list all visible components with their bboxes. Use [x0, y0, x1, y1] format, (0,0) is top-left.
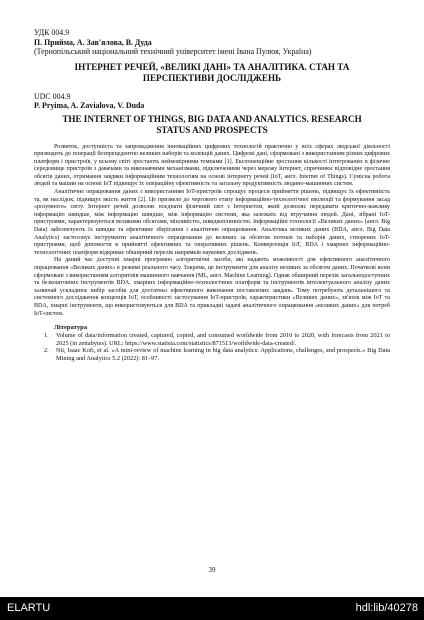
page-content	[34, 28, 390, 363]
title-en-line-2: STATUS AND PROSPECTS	[156, 124, 268, 135]
paragraph-1: Розвиток, доступність та запровадження інноваційних цифрових технологій практично у всіх сферах людської діяльності призводить до генерації безпрецедентно великих наборів та колекцій даних. Цифрові дані, сформовані з використанням різних цифрових платформ і пристроїв, у всьому світі зростають неймовірними темпами [1]. Експоненційне зростання кількості інтегрованих в фізичне середовище пристроїв з давачами та виконавчими механізмами, підключеними через мережу Інтернет, спричинює відповідне зростання обсягів даних, отримання завдяки інформаційним технологіям на основі інтернету речей (IoT, англ. Internet of Things). Сумісна робота людей та машин на основі IoT підвищує їх операційну ефективність та загальну продуктивність людино-машинних систем.	[34, 143, 390, 188]
reference-text: Volume of data/information created, captured, copied, and consumed worldwide from 2010 to 2020, with forecasts from 2021 to 2025 (in zettabytes). URL: https://www.statista.com/statistics/871513/worldwide-data-created/.	[56, 332, 390, 347]
title-ua-line-1: ІНТЕРНЕТ РЕЧЕЙ, «ВЕЛИКІ ДАНІ» ТА АНАЛІТИКА. СТАН ТА	[74, 61, 350, 72]
references-heading: Література	[54, 324, 88, 332]
page-number: 39	[208, 566, 216, 574]
affiliation-ua: (Тернопільський національний технічний університет імені Івана Пулюя, Україна)	[34, 47, 312, 56]
footer-repository-label: ELARTU	[7, 602, 51, 614]
reference-item	[34, 332, 390, 347]
body-text	[34, 144, 390, 319]
authors-en: P. Pryima, A. Zavialova, V. Duda	[34, 101, 145, 110]
references-list	[34, 332, 390, 362]
paragraph-3: На даний час доступні хмарні програмно алгоритмічні засоби, які надають можливості для ефективного аналітичного опрацювання «Великих даних» в режимі реального часу. Зокрема, це інструменти для аналізу великих за обсягом даних. Початкові вони сформовані з використанням алгоритмів машинного навчання (ML, англ. Machine Learning). Однак обширний перелік загальнодоступних та безкоштовних інструментів BDA, хмарних інформаційно-технологічних платформ та інструментів інтелектуального аналізу даних зазвичай ускладнює вибір засобів для достатньо ефективного виконання поставлених завдань. Тому потребують детальнішого та системного дослідження концепція IoT, особливості застосування IoT-пристроїв, характеристики «Великих даних», зв'язок між IoT та BDA, хмарні інструменти, що використовуються для BDA та прикладні задачі аналітичного опрацювання «великих даних» для потреб IoT-систем.	[34, 257, 390, 317]
udc-ua: УДК 004.9	[34, 28, 70, 37]
paragraph-2: Аналітичне опрацювання даних з використанням IoT-пристроїв спрощує процеси прийняття рішень, підвищує їх ефективність та, як наслідок, підвищує якість життя [2]. Це призвело до чергового етапу інформаційно-технологічної еволюції та формування засад «розумного» світу. Інтернет речей дозволяє поєднати фізичний світ з Інтернетом, який дозволяє передавати критично-важливу інформацію швидше, між інформацію швидше, між інформацію системи, яка залежать від втручання людей. Дані, зібрані IoT-пристроями, характеризуються великими обсягами, мінливістю, швидкоплинністю. Інформаційні технології «Великих даних» (англ. Big Data) забезпечують їх швидке та ефективне зберігання і аналітичне опрацювання. Аналітика великих даних (BDA, англ. Big Data Analytics) застосовує інструменти аналітичного опрацювання до великих за обсягом потоків та наборів даних, створених IoT-пристроями, щоб допомогти в прийнятті ефективних та оперативних рішень. Конвергенція IoT, BDA і хмарних інформаційно-технологічних платформ відкриває обширний перелік напрямків наукових досліджень.	[34, 189, 390, 256]
reference-text: Nti, Isaac Kofi, et al. «A mini-review of machine learning in big data analytics: Applications, challenges, and prospects.» Big Data Mining and Analytics 5.2 (2022): 81–97.	[56, 347, 390, 362]
title-en-line-1: THE INTERNET OF THINGS, BIG DATA AND ANALYTICS. RESEARCH	[62, 113, 362, 124]
authors-ua: П. Прийма, А. Зав'ялова, В. Дуда	[34, 37, 152, 47]
reference-item	[34, 347, 390, 362]
reference-number: 1.	[44, 332, 49, 340]
udc-en: UDC 004.9	[34, 91, 71, 101]
footer-handle-label: hdl:lib/40278	[355, 602, 418, 614]
footer-bar	[0, 597, 424, 620]
reference-number: 2.	[44, 347, 49, 355]
title-ua-line-2: ПЕРСПЕКТИВИ ДОСЛІДЖЕНЬ	[142, 72, 282, 83]
